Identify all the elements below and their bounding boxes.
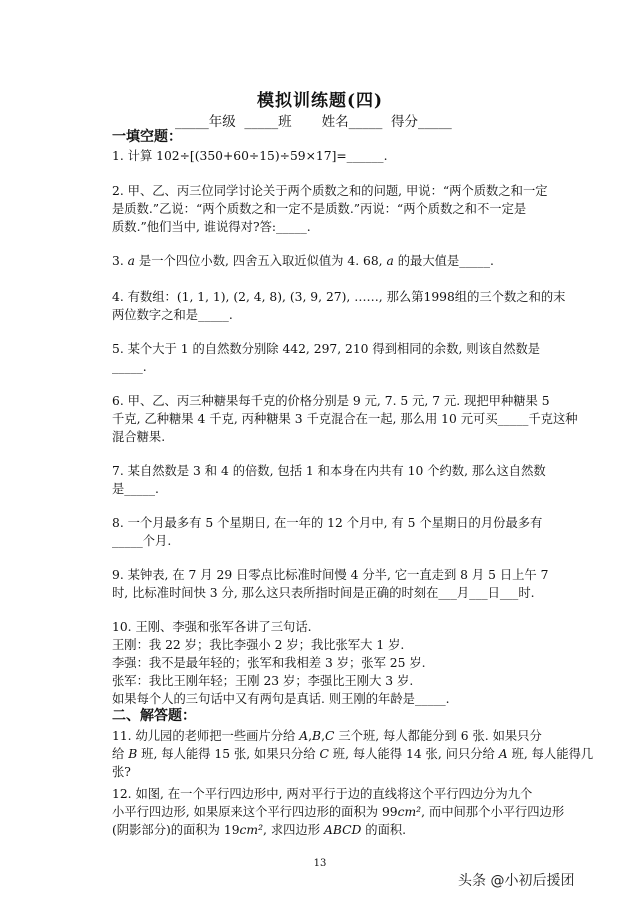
question-2-line-2: 是质数.”乙说：“两个质数之和一定不是质数.”丙说：“两个质数之和不一定是 xyxy=(112,202,527,216)
question-7-line-2: 是_____. xyxy=(112,482,159,496)
question-12-line-3: (阴影部分)的面积为 19cm², 求四边形 ABCD 的面积. xyxy=(112,823,407,837)
question-11-line-1: 11. 幼儿园的老师把一些画片分给 A,B,C 三个班, 每人都能分到 6 张. 如果只分 xyxy=(112,729,542,743)
question-11-line-3: 张? xyxy=(112,765,131,779)
question-10-line-1: 10. 王刚、李强和张军各讲了三句话. xyxy=(112,620,312,634)
question-8-line-2: _____个月. xyxy=(112,534,172,548)
page-title: 模拟训练题(四) xyxy=(256,91,384,111)
question-5-line-2: _____. xyxy=(112,360,147,374)
question-4-line-2: 两位数字之和是_____. xyxy=(112,308,233,322)
question-1: 1. 计算 102÷[(350+60÷15)÷59×17]=______. xyxy=(112,149,388,163)
question-11-line-2: 给 B 班, 每人能得 15 张, 如果只分给 C 班, 每人能得 14 张, 问只分给 A 班, 每人能得几 xyxy=(112,747,594,761)
question-6-line-2: 千克, 乙种糖果 4 千克, 丙种糖果 3 千克混合在一起, 那么用 10 元可买_____千克这种 xyxy=(112,412,578,426)
question-9-line-2: 时, 比标准时间快 3 分, 那么这只表所指时间是正确的时刻在___月___日___时. xyxy=(112,586,535,600)
question-8-line-1: 8. 一个月最多有 5 个星期日, 在一年的 12 个月中, 有 5 个星期日的月份最多有 xyxy=(112,516,543,530)
question-10-line-2: 王刚：我 22 岁；我比李强小 2 岁；我比张军大 1 岁. xyxy=(112,638,405,652)
question-3: 3. a 是一个四位小数, 四舍五入取近似值为 4. 68, a 的最大值是_____. xyxy=(112,254,494,268)
question-12-line-1: 12. 如图, 在一个平行四边形中, 两对平行于边的直线将这个平行四边分为九个 xyxy=(112,787,533,801)
question-12-line-2: 小平行四边形, 如果原来这个平行四边形的面积为 99cm², 而中间那个小平行四边形 xyxy=(112,805,565,819)
question-6-line-3: 混合糖果. xyxy=(112,430,166,444)
question-10-line-3: 李强：我不是最年轻的；张军和我相差 3 岁；张军 25 岁. xyxy=(112,656,426,670)
question-10-line-4: 张军：我比王刚年轻；王刚 23 岁；李强比王刚大 3 岁. xyxy=(112,674,414,688)
question-7-line-1: 7. 某自然数是 3 和 4 的倍数, 包括 1 和本身在内共有 10 个约数, 那么这自然数 xyxy=(112,464,546,478)
section-heading-fill-in: 一填空题： xyxy=(112,129,182,145)
question-2-line-1: 2. 甲、乙、丙三位同学讨论关于两个质数之和的问题, 甲说：“两个质数之和一定 xyxy=(112,184,548,198)
question-5-line-1: 5. 某个大于 1 的自然数分别除 442, 297, 210 得到相同的余数, 则该自然数是 xyxy=(112,342,541,356)
student-info-line: _____年级 _____班 姓名_____ 得分_____ xyxy=(175,114,452,130)
question-10-line-5: 如果每个人的三句话中又有两句是真话. 则王刚的年龄是_____. xyxy=(112,692,450,706)
question-4-line-1: 4. 有数组：(1, 1, 1), (2, 4, 8), (3, 9, 27), ……, 那么第1998组的三个数之和的末 xyxy=(112,290,566,304)
question-9-line-1: 9. 某钟表, 在 7 月 29 日零点比标准时间慢 4 分半, 它一直走到 8 月 5 日上午 7 xyxy=(112,568,549,582)
question-6-line-1: 6. 甲、乙、丙三种糖果每千克的价格分别是 9 元, 7. 5 元, 7 元. 现把甲种糖果 5 xyxy=(112,394,550,408)
page-number: 13 xyxy=(313,858,327,869)
section-heading-solve: 二、解答题： xyxy=(112,708,196,724)
question-2-line-3: 质数.”他们当中, 谁说得对?答:_____. xyxy=(112,220,311,234)
watermark: 头条 @小初后援团 xyxy=(458,873,575,889)
